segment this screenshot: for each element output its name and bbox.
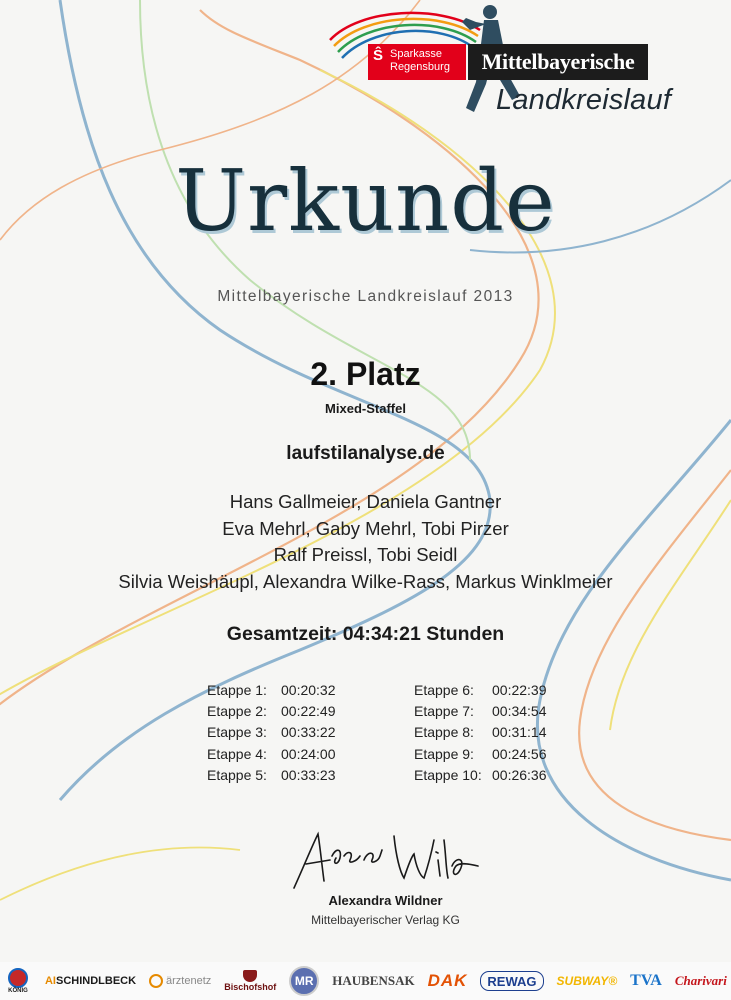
sponsor-dak-logo: DAK [427, 971, 468, 990]
members-line: Silvia Weishäupl, Alexandra Wilke-Rass, Markus Winklmeier [118, 570, 613, 592]
stage-row [207, 722, 336, 743]
stage-label: Etappe 2: [207, 703, 267, 720]
subway-suffix: ® [608, 974, 618, 988]
stage-time: 00:24:00 [281, 745, 336, 762]
stage-label: Etappe 4: [207, 745, 267, 762]
stage-row [414, 744, 547, 765]
members-line: Hans Gallmeier, Daniela Gantner [229, 491, 502, 512]
sponsor-bischofshof-logo [224, 966, 276, 996]
stage-label: Etappe 5: [207, 766, 267, 783]
stage-time: 00:34:54 [492, 703, 547, 720]
stage-row [414, 722, 547, 743]
stage-row [207, 680, 336, 701]
koenig-icon [8, 968, 28, 988]
sparkasse-city: Regensburg [390, 61, 450, 73]
subway-label: SUBWAY [556, 974, 609, 988]
sparkasse-icon: Ŝ [373, 47, 384, 64]
sparkasse-name: Sparkasse [390, 48, 442, 60]
stage-row [414, 701, 547, 722]
sponsor-aerztenetz-logo [149, 966, 211, 996]
sponsor-mr-logo: MR [289, 966, 319, 996]
sponsor-tva-logo: TVA [630, 972, 662, 989]
category: Mixed-Staffel [325, 401, 406, 416]
stage-time: 00:22:39 [492, 682, 547, 698]
aerztenetz-icon [149, 974, 163, 988]
stage-label: Etappe 1: [207, 682, 267, 698]
sponsor-koenig-logo [4, 966, 32, 996]
stage-label: Etappe 6: [414, 682, 474, 698]
sponsor-haubensak-logo: HAUBENSAK [332, 973, 415, 988]
stage-time: 00:31:14 [492, 724, 547, 741]
stage-row [207, 701, 336, 722]
sponsor-subway-logo [557, 966, 618, 996]
sponsor-rewag-logo: REWAG [480, 971, 543, 991]
schindlbeck-prefix: AI [44, 975, 56, 987]
sparkasse-logo [368, 44, 466, 80]
publisher-logo: Mittelbayerische [468, 44, 648, 80]
stage-row [414, 680, 547, 701]
sponsor-bar [0, 962, 731, 1000]
stage-time: 00:33:23 [281, 766, 336, 783]
bischofshof-crest-icon [243, 970, 257, 982]
signer-name: Alexandra Wildner [328, 893, 443, 908]
sponsor-schindlbeck-logo [45, 966, 136, 996]
signer-organization: Mittelbayerischer Verlag KG [311, 913, 460, 927]
stage-times-right [414, 680, 547, 786]
stage-time: 00:24:56 [492, 745, 547, 762]
stage-label: Etappe 3: [207, 724, 267, 741]
stage-label: Etappe 9: [414, 745, 474, 762]
stage-label: Etappe 10: [414, 766, 482, 783]
stage-row [414, 765, 547, 786]
schindlbeck-label: SCHINDLBECK [55, 975, 137, 987]
stage-label: Etappe 8: [414, 724, 474, 741]
stage-time: 00:20:32 [281, 682, 336, 698]
certificate-subtitle: Mittelbayerische Landkreislauf 2013 [217, 288, 514, 305]
members-line: Eva Mehrl, Gaby Mehrl, Tobi Pirzer [222, 517, 509, 539]
aerztenetz-label: ärztenetz [166, 975, 212, 987]
stage-row [207, 765, 336, 786]
sponsor-koenig-label: KÖNIG [8, 988, 28, 994]
stage-row [207, 744, 336, 765]
sponsor-charivari-logo: Charivari [674, 973, 727, 988]
certificate-title: Urkunde [175, 152, 556, 250]
stage-time: 00:22:49 [281, 703, 336, 720]
team-name: laufstilanalyse.de [286, 443, 445, 464]
stage-times-left [207, 680, 336, 786]
members-line: Ralf Preissl, Tobi Seidl [273, 544, 458, 565]
team-members [0, 489, 731, 595]
event-name: Landkreislauf [496, 84, 672, 116]
stage-time: 00:33:22 [281, 724, 336, 741]
placement: 2. Platz [310, 356, 421, 392]
bischofshof-label: Bischofshof [224, 982, 277, 992]
stage-time: 00:26:36 [492, 766, 547, 783]
stage-label: Etappe 7: [414, 703, 474, 720]
total-time: Gesamtzeit: 04:34:21 Stunden [226, 623, 505, 645]
handwritten-signature [284, 826, 484, 896]
